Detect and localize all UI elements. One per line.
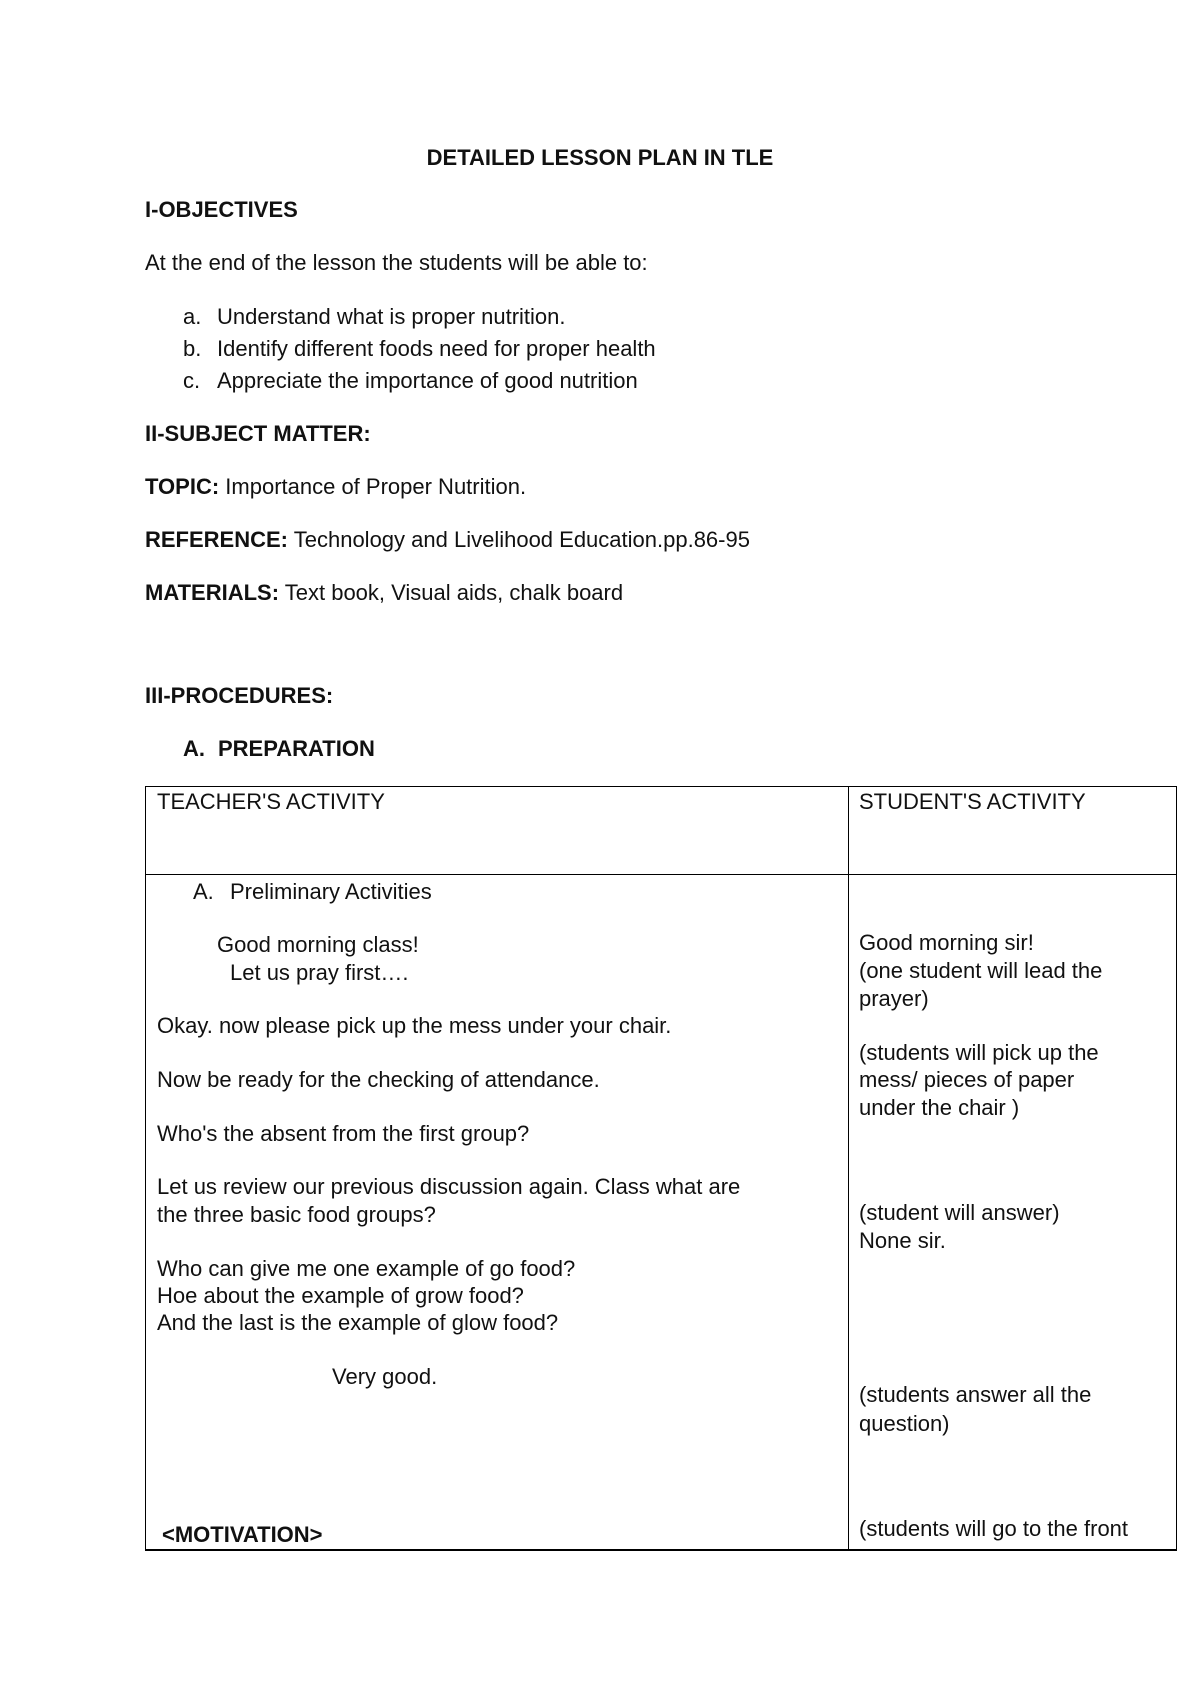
section-title: PREPARATION [218, 736, 375, 761]
table-column-divider [848, 786, 849, 1551]
list-item-letter: b. [183, 336, 202, 361]
reference-line [145, 527, 750, 553]
teacher-grow-food: Hoe about the example of grow food? [157, 1283, 524, 1308]
reference-label: REFERENCE: [145, 527, 289, 552]
preliminary-letter: A. [193, 879, 214, 904]
teacher-review-line2: the three basic food groups? [157, 1202, 436, 1227]
student-lead-line2: prayer) [859, 986, 929, 1011]
student-greeting: Good morning sir! [859, 930, 1034, 955]
student-pick-line2: mess/ pieces of paper [859, 1067, 1075, 1092]
student-answer-all-line1: (students answer all the [859, 1382, 1092, 1407]
student-lead-line1: (one student will lead the [859, 958, 1103, 983]
topic-label: TOPIC: [145, 474, 220, 499]
student-answer: (student will answer) [859, 1200, 1060, 1225]
student-activity-header: STUDENT'S ACTIVITY [859, 789, 1086, 814]
student-pick-line1: (students will pick up the [859, 1040, 1099, 1065]
subject-matter-heading: II-SUBJECT MATTER: [145, 421, 371, 446]
teacher-pray: Let us pray first…. [230, 960, 409, 985]
table-header-divider [145, 874, 1177, 875]
table-border-right [1176, 786, 1177, 1551]
section-letter: A. [183, 736, 205, 761]
teacher-very-good: Very good. [332, 1364, 438, 1389]
procedures-heading: III-PROCEDURES: [145, 683, 334, 708]
materials-line [145, 580, 623, 606]
teacher-absent: Who's the absent from the first group? [157, 1121, 530, 1146]
table-border-left [145, 786, 146, 1551]
reference-value: Technology and Livelihood Education.pp.86-95 [293, 527, 750, 552]
list-item-text: Appreciate the importance of good nutrition [217, 368, 638, 393]
objectives-heading: I-OBJECTIVES [145, 197, 298, 222]
student-none: None sir. [859, 1228, 946, 1253]
student-answer-all-line2: question) [859, 1411, 950, 1436]
list-item-text: Identify different foods need for proper health [217, 336, 656, 361]
motivation-label: <MOTIVATION> [162, 1522, 323, 1547]
preliminary-title: Preliminary Activities [230, 879, 432, 904]
topic-value: Importance of Proper Nutrition. [225, 474, 527, 499]
topic-line [145, 474, 526, 500]
teacher-glow-food: And the last is the example of glow food? [157, 1310, 559, 1335]
page-title: DETAILED LESSON PLAN IN TLE [426, 145, 774, 170]
table-border-top [145, 786, 1177, 787]
teacher-greeting: Good morning class! [217, 932, 419, 957]
teacher-activity-header: TEACHER'S ACTIVITY [157, 789, 385, 814]
teacher-attendance: Now be ready for the checking of attendance. [157, 1067, 600, 1092]
list-item-text: Understand what is proper nutrition. [217, 304, 566, 329]
list-item-letter: a. [183, 304, 202, 329]
materials-label: MATERIALS: [145, 580, 280, 605]
student-pick-line3: under the chair ) [859, 1095, 1020, 1120]
teacher-mess: Okay. now please pick up the mess under your chair. [157, 1013, 672, 1038]
list-item-letter: c. [183, 368, 201, 393]
teacher-review-line1: Let us review our previous discussion again. Class what are [157, 1174, 741, 1199]
objectives-intro: At the end of the lesson the students will be able to: [145, 250, 648, 275]
materials-value: Text book, Visual aids, chalk board [284, 580, 624, 605]
table-border-bottom [145, 1549, 1177, 1551]
student-front: (students will go to the front [859, 1516, 1129, 1541]
teacher-go-food: Who can give me one example of go food? [157, 1256, 576, 1281]
